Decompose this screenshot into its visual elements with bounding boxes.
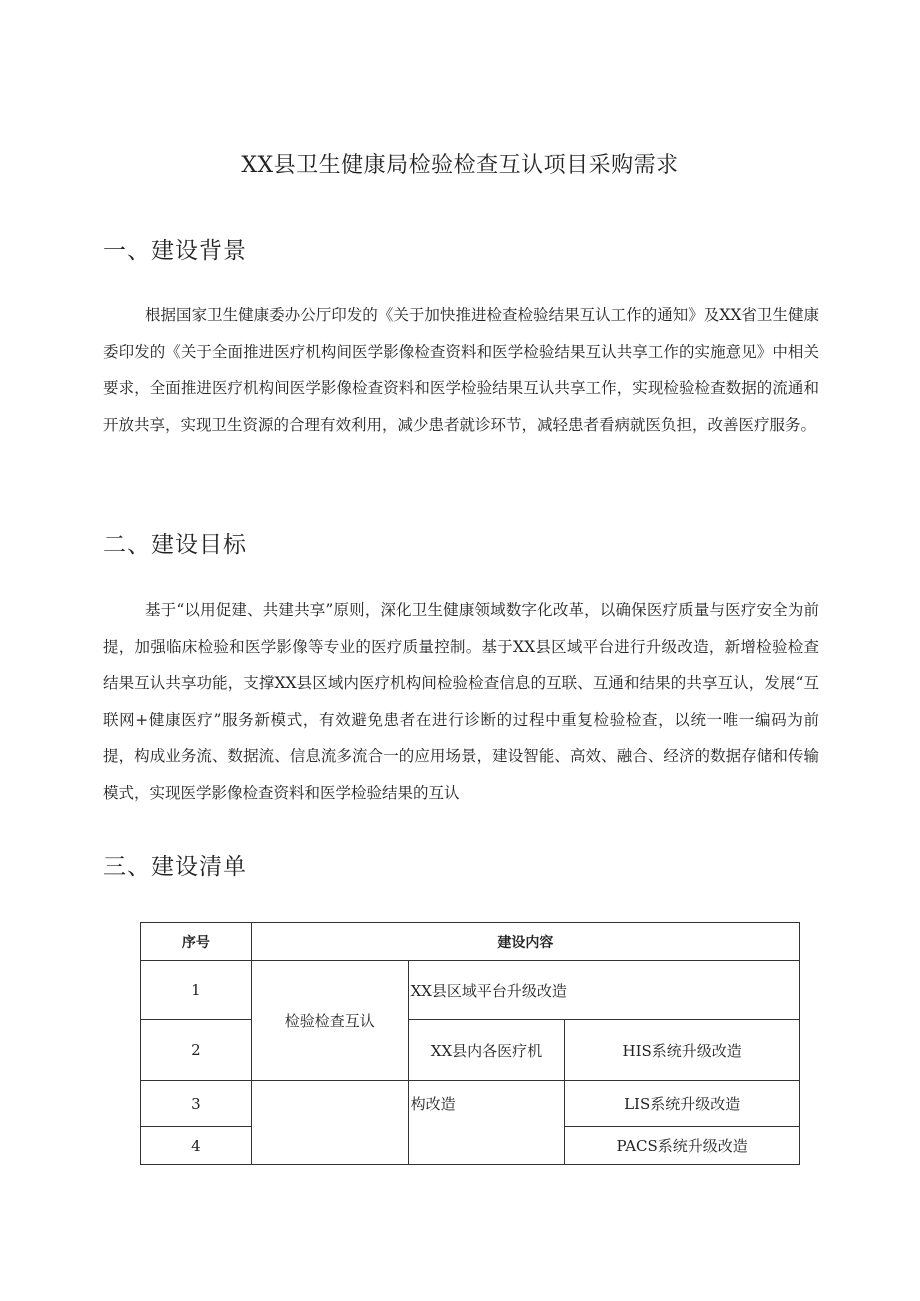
section-heading-background: 一、建设背景: [103, 238, 247, 264]
table-header-row: [141, 923, 800, 961]
item-cell: LIS系统升级改造: [565, 1081, 800, 1127]
construction-list-table: [140, 922, 800, 1165]
section-body-goal: 基于“以用促建、共建共享”原则，深化卫生健康领域数字化改革，以确保医疗质量与医疗安全为前提，加强临床检验和医学影像等专业的医疗质量控制。基于XX县区域平台进行升级改造，新增检验检查结果互认共享功能，支撑XX县区域内医疗机构间检验检查信息的互联、互通和结果的共享互认，发展“互联网+健康医疗”服务新模式，有效避免患者在进行诊断的过程中重复检验检查，以统一唯一编码为前提，构成业务流、数据流、信息流多流合一的应用场景，建设智能、高效、融合、经济的数据存储和传输模式，实现医学影像检查资料和医学检验结果的互认: [103, 601, 819, 802]
header-serial: 序号: [141, 923, 252, 961]
empty-cell: [251, 1081, 408, 1165]
scope-cell: 构改造: [408, 1081, 565, 1165]
item-cell: PACS系统升级改造: [565, 1127, 800, 1165]
section-heading-goal: 二、建设目标: [103, 532, 247, 558]
scope-cell: XX县内各医疗机: [408, 1020, 565, 1081]
section-body-background: 根据国家卫生健康委办公厅印发的《关于加快推进检查检验结果互认工作的通知》及XX省卫生健康委印发的《关于全面推进医疗机构间医学影像检查资料和医学检验结果互认共享工作的实施意见》中相关要求，全面推进医疗机构间医学影像检查资料和医学检验结果互认共享工作，实现检验检查数据的流通和开放共享，实现卫生资源的合理有效利用，减少患者就诊环节，减轻患者看病就医负担，改善医疗服务。: [103, 306, 819, 434]
row-number: 3: [141, 1081, 252, 1127]
row-number: 4: [141, 1127, 252, 1165]
section-heading-list: 三、建设清单: [103, 854, 247, 880]
content-cell: XX县区域平台升级改造: [408, 961, 799, 1020]
table-row: [141, 1020, 800, 1081]
table-row: [141, 1081, 800, 1127]
group-cell: 检验检查互认: [251, 961, 408, 1081]
row-number: 2: [141, 1020, 252, 1081]
page-title: XX县卫生健康局检验检查互认项目采购需求: [241, 153, 679, 178]
row-number: 1: [141, 961, 252, 1020]
item-cell: HIS系统升级改造: [565, 1020, 800, 1081]
table-row: [141, 961, 800, 1020]
header-content: 建设内容: [251, 923, 799, 961]
